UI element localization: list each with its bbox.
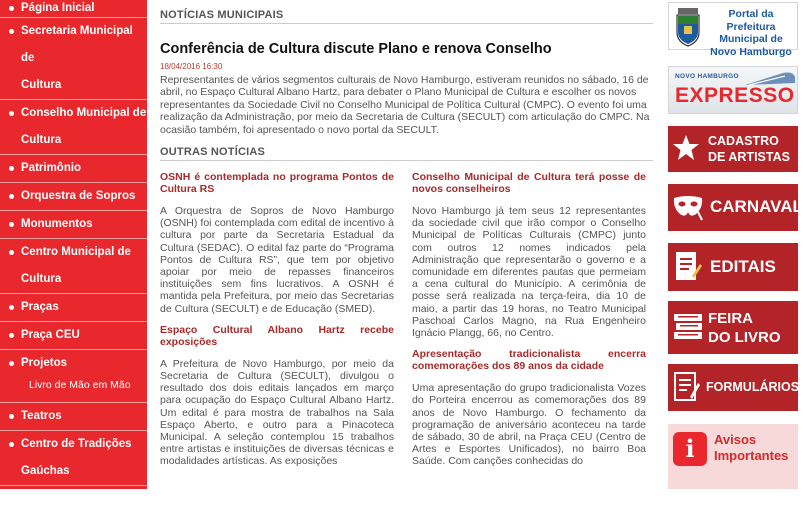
editais-banner[interactable] [668, 243, 798, 291]
avisos-label-line2: Importantes [714, 448, 789, 463]
sidebar-item-projetos[interactable]: Projetos [0, 350, 147, 377]
feira-label-line2: DO LIVRO [708, 329, 781, 346]
feira-livro-banner[interactable] [668, 301, 798, 354]
books-icon [672, 310, 704, 344]
bullet-icon [9, 305, 14, 310]
carnival-mask-icon [672, 192, 704, 222]
right-sidebar [666, 0, 803, 489]
news-item [160, 171, 394, 315]
sidebar-item-monumentos[interactable]: Monumentos [0, 211, 147, 239]
bullet-icon [9, 166, 14, 171]
news-title[interactable]: Espaço Cultural Albano Hartz recebe exposições [160, 323, 394, 348]
star-icon [672, 134, 700, 162]
headline-date: 18/04/2016 16:30 [160, 62, 223, 71]
news-text: Novo Hamburgo já tem seus 12 representantes da sociedade civil que irão compor o Conselho Municipal de Políticas Culturais (CMPC) junto com outros 12 nomes indicados pela Administração que representarão o governo e a comunidade em diferentes pautas que permeiam a cena cultural do Município. A cerimônia de posse será realizada na terça-feira, dia 10 de maio, a partir das 19 horas, no Teatro Municipal Paschoal Carlos Magno, na Rua Engenheiro Ignácio Plangg, 66, no Centro. [412, 205, 646, 340]
news-text: Uma apresentação do grupo tradicionalista Vozes do Porteira encerrou as comemorações dos 89 anos de Novo Hamburgo. O fechamento da programação de aniversário aconteceu na tarde de sábado, 30 de abril, na Praça CEU (Centro de Artes e Esportes Unificados), no bairro Boa Saúde. Com canções conhecidas do [412, 382, 646, 468]
sidebar-item-bibliotecas[interactable]: Bibliotecas [0, 486, 147, 514]
carnaval-label: CARNAVAL [710, 197, 803, 216]
cadastro-artistas-banner[interactable] [668, 126, 798, 172]
section-header-outras: OUTRAS NOTÍCIAS [160, 146, 653, 161]
formularios-label: FORMULÁRIOS [706, 380, 800, 394]
document-icon [672, 250, 702, 284]
news-title[interactable]: Conselho Municipal de Cultura terá posse de novos conselheiros [412, 171, 646, 196]
editais-label: EDITAIS [710, 257, 776, 276]
headline-text: Representantes de vários segmentos culturais de Novo Hamburgo, estiveram reunidos no sábado, 16 de abril, no Espaço Cultural Albano Hartz, para debater o Plano Municipal de Cultura e escolher os novos representantes da Sociedade Civil no Conselho Municipal de Política Cultural (CMPC). O evento foi uma realização da Administração, por meio da Secretaria de Cultura (SECULT) com articulação do CMPC. Na ocasião também, foi apresentado o novo portal da SECULT. [160, 74, 650, 136]
info-icon: i [673, 432, 707, 466]
news-text: A Orquestra de Sopros de Novo Hamburgo (OSNH) foi contemplada com edital de incentivo à cultura por parte da Secretaria Estadual da Cultura (SEDAC). O edital faz parte do “Programa Pontos de Cultura RS”, que tem por objetivo apoiar por meio de repasses financeiros instituições sem fins lucrativos. A OSNH é mantida pela Prefeitura, por meio das Secretarias de Cultura (SECULT) e de Educação (SMED). [160, 205, 394, 315]
bullet-icon [9, 194, 14, 199]
expresso-banner[interactable] [668, 66, 798, 114]
bullet-icon [9, 111, 14, 116]
sidebar-nav [0, 0, 147, 505]
news-item [412, 171, 646, 339]
avisos-importantes-banner[interactable] [668, 424, 798, 489]
sidebar-item-pagina-inicial[interactable]: Página Inicial [0, 0, 147, 18]
bullet-icon [9, 414, 14, 419]
city-emblem-icon [674, 6, 702, 48]
news-text: A Prefeitura de Novo Hamburgo, por meio da Secretaria de Cultura (SECULT), divulgou o resultado dos dois editais lançados em março para ocupação do Espaço Cultural Albano Hartz. Um edital é para mostra de trabalhos na Sala Espaço Aberto, e outro para a Pinacoteca Municipal. A seleção contemplou 15 trabalhos entre artistas e instituições de diversas técnicas e modalidades artísticas. As exposições [160, 357, 394, 468]
avisos-label-line1: Avisos [714, 432, 757, 447]
sidebar-item-praca-ceu[interactable]: Praça CEU [0, 322, 147, 350]
news-title[interactable]: OSNH é contemplada no programa Pontos de Cultura RS [160, 171, 394, 196]
sidebar-item-orquestra[interactable]: Orquestra de Sopros [0, 183, 147, 211]
bullet-icon [9, 442, 14, 447]
news-column-right [412, 171, 646, 477]
expresso-small-label: NOVO HAMBURGO [675, 73, 739, 80]
portal-text: Portal da Prefeitura Municipal de Novo Hamburgo [710, 8, 792, 58]
carnaval-banner[interactable] [668, 184, 803, 231]
portal-prefeitura-link[interactable] [668, 2, 798, 58]
feira-label-line1: FEIRA [708, 310, 753, 327]
form-icon [672, 371, 700, 403]
sidebar-item-patrimonio[interactable]: Patrimônio [0, 155, 147, 183]
sidebar-item-pracas[interactable]: Praças [0, 294, 147, 322]
news-column-left [160, 171, 394, 477]
sidebar-item-conselho-cultura[interactable]: Conselho Municipal de Cultura [0, 100, 147, 155]
bullet-icon [9, 497, 14, 502]
bullet-icon [9, 6, 14, 11]
news-item [160, 324, 394, 468]
sidebar-subitem-livro[interactable]: Livro de Mão em Mão [0, 377, 147, 403]
section-header-municipal: NOTÍCIAS MUNICIPAIS [160, 9, 653, 24]
bullet-icon [9, 29, 14, 34]
news-title[interactable]: Apresentação tradicionalista encerra comemorações dos 89 anos da cidade [412, 348, 646, 373]
expresso-big-label: EXPRESSO [675, 84, 795, 107]
cadastro-label-line1: CADASTRO [708, 134, 779, 148]
sidebar-item-secretaria-cultura[interactable]: Secretaria Municipal de Cultura [0, 18, 147, 100]
bullet-icon [9, 222, 14, 227]
sidebar-item-ctg[interactable]: Centro de Tradições Gaúchas [0, 431, 147, 486]
headline-title[interactable]: Conferência de Cultura discute Plano e renova Conselho [160, 41, 552, 57]
main-content [160, 0, 653, 489]
sidebar-item-teatros[interactable]: Teatros [0, 403, 147, 431]
bullet-icon [9, 250, 14, 255]
sidebar-item-centro-cultura[interactable]: Centro Municipal de Cultura [0, 239, 147, 294]
bullet-icon [9, 361, 14, 366]
cadastro-label-line2: DE ARTISTAS [708, 150, 790, 164]
bullet-icon [9, 333, 14, 338]
news-item [412, 348, 646, 467]
formularios-banner[interactable] [668, 364, 798, 411]
news-columns [160, 171, 653, 501]
